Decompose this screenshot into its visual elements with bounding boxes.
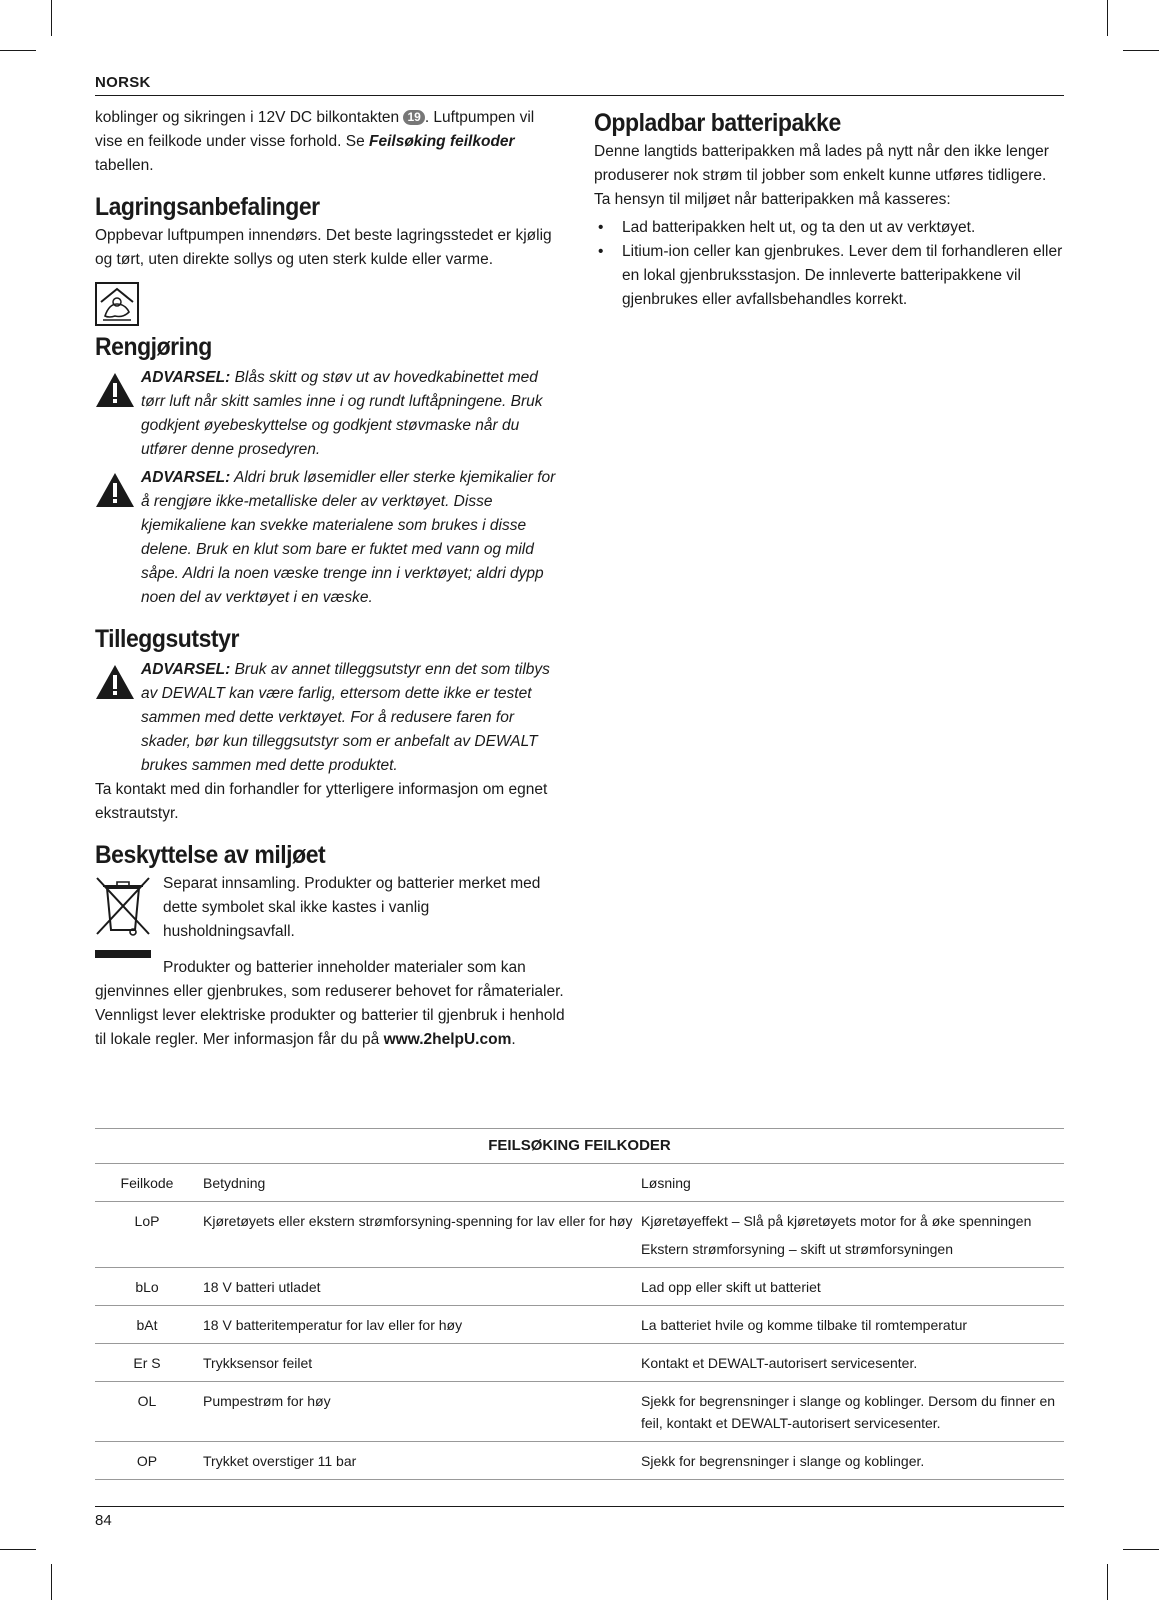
error-code: LoP <box>134 1213 160 1229</box>
error-code-table <box>95 1128 1064 1480</box>
right-column <box>594 106 1064 312</box>
list-item: • Litium-ion celler kan gjenbrukes. Lever dem til forhandleren eller en lokal gjenbruksstasjon. De innleverte batteripakkene vil gjenbrukes eller avfallsbehandles korrekt. <box>594 240 1064 312</box>
table-title: FEILSØKING FEILKODER <box>95 1128 1064 1164</box>
warning-label: ADVARSEL: <box>141 469 231 486</box>
column-header: Løsning <box>641 1175 691 1191</box>
environment-paragraph: Produkter og batterier inneholder materialer som kan gjenvinnes eller gjenbrukes, som reduserer behovet for råmaterialer. Vennligst lever elektriske produkter og batterier til gjenbruk i henhold til lokale regler. Mer informasjon får du på <box>95 959 565 1048</box>
error-meaning: 18 V batteri utladet <box>203 1279 321 1295</box>
error-meaning: 18 V batteritemperatur for lav eller for høy <box>203 1317 463 1333</box>
indoor-storage-icon <box>95 282 139 326</box>
crop-mark <box>0 50 36 51</box>
crop-mark <box>0 1549 36 1550</box>
warning-label: ADVARSEL: <box>141 661 231 678</box>
table-row <box>95 1202 1064 1268</box>
storage-text: Oppbevar luftpumpen innendørs. Det beste lagringsstedet er kjølig og tørt, uten direkte sollys og uten sterk kulde eller varme. <box>95 227 552 268</box>
error-code: OP <box>136 1453 158 1469</box>
header-rule <box>95 95 1064 96</box>
separate-collection-text: Separat innsamling. Produkter og batterier merket med dette symbolet skal ikke kastes i vanlig husholdningsavfall. <box>163 875 541 940</box>
table-row <box>95 1268 1064 1306</box>
battery-text: Denne langtids batteripakken må lades på nytt når den ikke lenger produserer nok strøm til jobber som enkelt kunne utføres tidligere. Ta hensyn til miljøet når batteripakken må kasseres: <box>594 143 1049 208</box>
column-header: Betydning <box>203 1175 266 1191</box>
warning-block <box>95 658 565 778</box>
crop-mark <box>1107 1564 1108 1600</box>
page-number: 84 <box>95 1512 112 1529</box>
warning-text: Blås skitt og støv ut av hovedkabinettet med tørr luft når skitt samles inne i og rundt luftåpningene. Bruk godkjent øyebeskyttelse og godkjent støvmaske når du utfører denne prosedyren. <box>141 369 543 458</box>
table-reference: Feilsøking feilkoder <box>369 133 515 150</box>
language-header: NORSK <box>95 74 151 91</box>
error-solution: Lad opp eller skift ut batteriet <box>641 1279 821 1295</box>
storage-heading: Lagringsanbefalinger <box>95 193 320 221</box>
recycling-block <box>95 872 565 966</box>
warning-block <box>95 466 565 610</box>
website-link[interactable]: www.2helpU.com <box>383 1031 512 1048</box>
crop-mark <box>51 1564 52 1600</box>
crop-mark <box>1123 50 1159 51</box>
crop-mark <box>1107 0 1108 36</box>
environment-heading: Beskyttelse av miljøet <box>95 841 326 869</box>
column-header: Feilkode <box>120 1175 174 1191</box>
solution-line: Kjøretøyeffekt – Slå på kjøretøyets motor for å øke spenningen <box>641 1213 1032 1229</box>
warning-block <box>95 366 565 462</box>
period: . <box>511 1031 516 1048</box>
left-column <box>95 106 565 1052</box>
error-meaning: Trykksensor feilet <box>203 1355 313 1371</box>
error-solution <box>633 1202 1064 1268</box>
warning-icon <box>95 366 141 416</box>
environment-text <box>95 956 565 1052</box>
intro-text: koblinger og sikringen i 12V DC bilkontakten <box>95 109 404 126</box>
warning-text: Bruk av annet tilleggsutstyr enn det som tilbys av DEWALT kan være farlig, ettersom dette ikke er testet sammen med dette verktøyet. For å redusere faren for skader, bør kun tilleggsutstyr som er anbefalt av DEWALT brukes sammen med dette produktet. <box>141 661 550 774</box>
error-solution: Sjekk for begrensninger i slange og koblinger. <box>641 1453 925 1469</box>
warning-icon <box>95 658 141 708</box>
error-code: OL <box>137 1393 157 1409</box>
warning-text: Aldri bruk løsemidler eller sterke kjemikalier for å rengjøre ikke-metalliske deler av verktøyet. Disse kjemikaliene kan svekke materialene som brukes i disse delene. Bruk en klut som bare er fuktet med vann og mild såpe. Aldri la noen væske trenge inn i verktøyet; aldri dypp noen del av verktøyet i en væske. <box>141 469 556 606</box>
error-meaning: Kjøretøyets eller ekstern strømforsyning-spenning for lav eller for høy <box>203 1213 633 1229</box>
crossed-bin-icon <box>95 872 163 966</box>
battery-heading: Oppladbar batteripakke <box>594 109 841 137</box>
error-code: bLo <box>135 1279 159 1295</box>
table-row <box>95 1442 1064 1480</box>
warning-icon <box>95 466 141 516</box>
accessories-heading: Tilleggsutstyr <box>95 625 239 653</box>
crop-mark <box>1123 1549 1159 1550</box>
table-row <box>95 1382 1064 1442</box>
error-code: Er S <box>133 1355 161 1371</box>
cleaning-heading: Rengjøring <box>95 333 212 361</box>
solution-line: Ekstern strømforsyning – skift ut strømforsyningen <box>641 1241 953 1257</box>
list-item: • Lad batteripakken helt ut, og ta den ut av verktøyet. <box>594 216 1064 240</box>
crop-mark <box>51 0 52 36</box>
error-solution: Sjekk for begrensninger i slange og koblinger. Dersom du finner en feil, kontakt et DEWALT-autorisert servicesenter. <box>641 1393 1056 1431</box>
accessories-text: Ta kontakt med din forhandler for ytterligere informasjon om egnet ekstrautstyr. <box>95 781 548 822</box>
error-meaning: Pumpestrøm for høy <box>203 1393 331 1409</box>
battery-list <box>594 216 1064 312</box>
error-code: bAt <box>136 1317 158 1333</box>
footer-rule <box>95 1506 1064 1507</box>
table-row <box>95 1344 1064 1382</box>
callout-badge: 19 <box>403 110 424 125</box>
error-solution: La batteriet hvile og komme tilbake til romtemperatur <box>641 1317 968 1333</box>
table-row <box>95 1306 1064 1344</box>
intro-paragraph <box>95 106 565 178</box>
intro-text: . Luftpumpen vil vise en feilkode under visse forhold. Se <box>95 109 535 150</box>
warning-label: ADVARSEL: <box>141 369 231 386</box>
error-solution: Kontakt et DEWALT-autorisert servicesenter. <box>641 1355 918 1371</box>
intro-text: tabellen. <box>95 157 154 174</box>
error-meaning: Trykket overstiger 11 bar <box>203 1453 357 1469</box>
